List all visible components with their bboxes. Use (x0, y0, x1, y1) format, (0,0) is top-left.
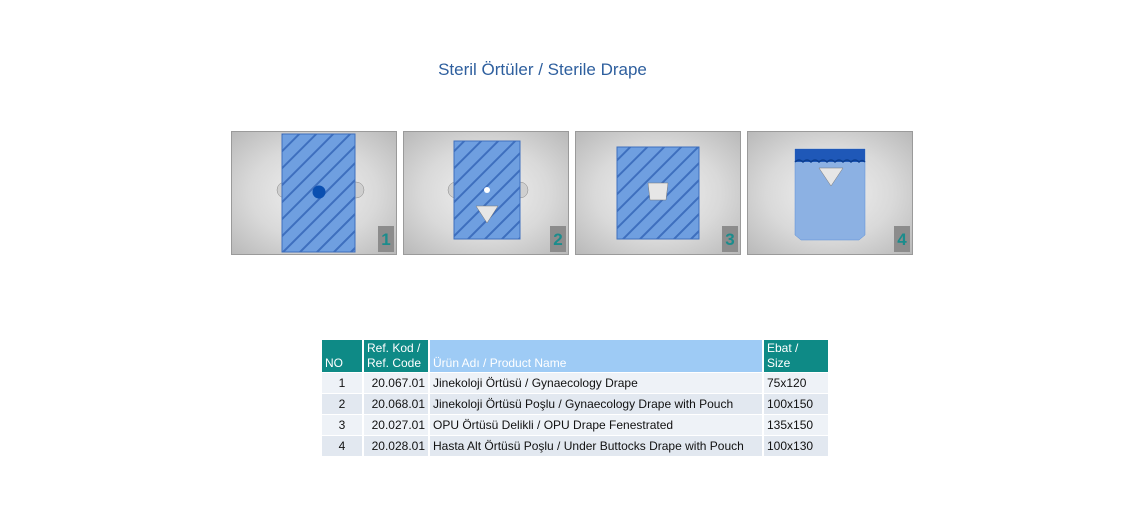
cell-size: 135x150 (764, 415, 828, 435)
table-row (322, 436, 828, 456)
drape-fenestrated-icon (576, 132, 742, 256)
cell-no: 3 (322, 415, 362, 435)
cell-name: Jinekoloji Örtüsü / Gynaecology Drape (430, 373, 762, 393)
panel-number: 4 (894, 226, 910, 252)
cell-no: 2 (322, 394, 362, 414)
drape-panel-3 (575, 131, 741, 255)
panel-number: 1 (378, 226, 394, 252)
drape-panel-2 (403, 131, 569, 255)
cell-no: 4 (322, 436, 362, 456)
cell-ref: 20.028.01 (364, 436, 428, 456)
product-table (320, 339, 830, 457)
header-size: Ebat / Size (764, 340, 828, 372)
page-title: Steril Örtüler / Sterile Drape (438, 60, 647, 79)
drape-panel-1 (231, 131, 397, 255)
header-ref-code (364, 340, 428, 372)
drape-panel-4 (747, 131, 913, 255)
drape-with-hole-and-pouch-icon (404, 132, 570, 256)
drape-with-round-hole-icon (232, 132, 398, 256)
header-no: NO (322, 340, 362, 372)
cell-ref: 20.067.01 (364, 373, 428, 393)
cell-ref: 20.027.01 (364, 415, 428, 435)
cell-name: Jinekoloji Örtüsü Poşlu / Gynaecology Drape with Pouch (430, 394, 762, 414)
cell-size: 75x120 (764, 373, 828, 393)
cell-name: OPU Örtüsü Delikli / OPU Drape Fenestrated (430, 415, 762, 435)
under-buttocks-drape-icon (748, 132, 914, 256)
table-row (322, 415, 828, 435)
table-row (322, 394, 828, 414)
cell-ref: 20.068.01 (364, 394, 428, 414)
cell-size: 100x150 (764, 394, 828, 414)
header-product-name: Ürün Adı / Product Name (430, 340, 762, 372)
cell-no: 1 (322, 373, 362, 393)
cell-size: 100x130 (764, 436, 828, 456)
table-row (322, 373, 828, 393)
panel-number: 3 (722, 226, 738, 252)
header-ref-line2: Ref. Code (367, 356, 422, 370)
panel-number: 2 (550, 226, 566, 252)
table-header-row (322, 340, 828, 372)
header-ref-line1: Ref. Kod / (367, 341, 421, 355)
cell-name: Hasta Alt Örtüsü Poşlu / Under Buttocks Drape with Pouch (430, 436, 762, 456)
